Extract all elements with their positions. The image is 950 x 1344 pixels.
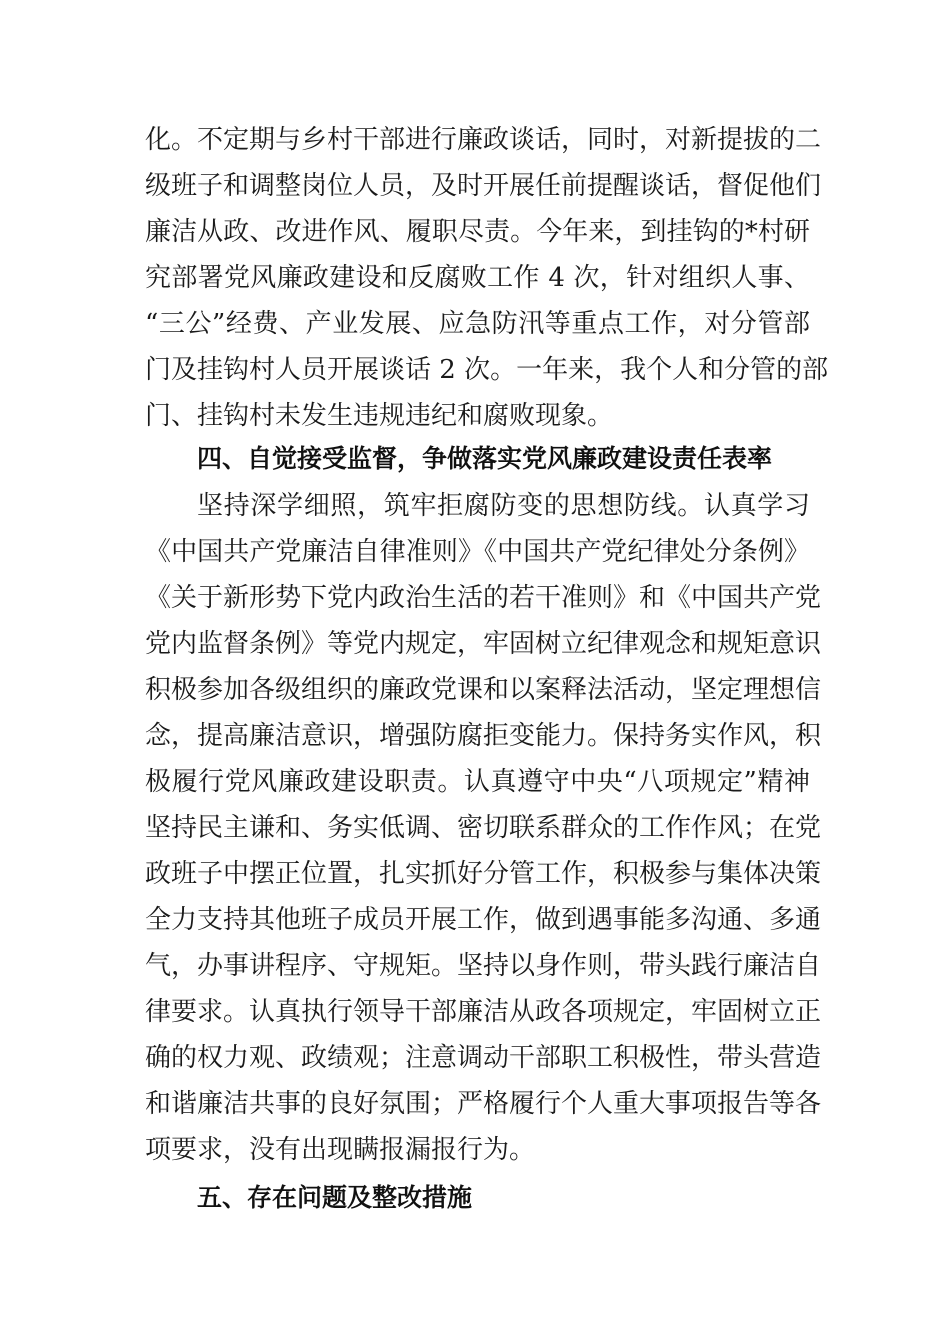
paragraph-line: 念，提高廉洁意识，增强防腐拒变能力。保持务实作风，积: [145, 721, 822, 751]
section-heading-4: 四、自觉接受监督，争做落实党风廉政建设责任表率: [197, 444, 773, 473]
paragraph-line: 坚持民主谦和、务实低调、密切联系群众的工作作风；在党: [145, 813, 822, 843]
paragraph-line: 党内监督条例》等党内规定，牢固树立纪律观念和规矩意识: [145, 629, 822, 659]
paragraph-line: 廉洁从政、改进作风、履职尽责。今年来，到挂钩的*村研: [145, 217, 810, 247]
section-heading-5: 五、存在问题及整改措施: [197, 1183, 473, 1212]
paragraph-line: 《关于新形势下党内政治生活的若干准则》和《中国共产党: [145, 583, 822, 613]
paragraph-line: 积极参加各级组织的廉政党课和以案释法活动，坚定理想信: [145, 675, 822, 705]
paragraph-line: 化。不定期与乡村干部进行廉政谈话，同时，对新提拔的二: [145, 125, 822, 155]
paragraph-line: 级班子和调整岗位人员，及时开展任前提醒谈话，督促他们: [145, 171, 822, 201]
paragraph-line: 和谐廉洁共事的良好氛围；严格履行个人重大事项报告等各: [145, 1089, 822, 1119]
paragraph-line: 政班子中摆正位置，扎实抓好分管工作，积极参与集体决策: [145, 859, 822, 889]
paragraph-line: 项要求，没有出现瞒报漏报行为。: [145, 1135, 536, 1165]
paragraph-line: “三公”经费、产业发展、应急防汛等重点工作，对分管部: [145, 309, 810, 339]
paragraph-line: 确的权力观、政绩观；注意调动干部职工积极性，带头营造: [145, 1043, 822, 1073]
paragraph-line: 坚持深学细照，筑牢拒腐防变的思想防线。认真学习: [197, 491, 810, 521]
paragraph-line: 门、挂钩村未发生违规违纪和腐败现象。: [145, 401, 614, 431]
paragraph-line: 极履行党风廉政建设职责。认真遵守中央“八项规定”精神: [145, 767, 810, 797]
paragraph-line: 气，办事讲程序、守规矩。坚持以身作则，带头践行廉洁自: [145, 951, 822, 981]
paragraph-line: 全力支持其他班子成员开展工作，做到遇事能多沟通、多通: [145, 905, 822, 935]
paragraph-line: 律要求。认真执行领导干部廉洁从政各项规定，牢固树立正: [145, 997, 822, 1027]
paragraph-line: 《中国共产党廉洁自律准则》《中国共产党纪律处分条例》: [145, 537, 810, 567]
paragraph-line: 究部署党风廉政建设和反腐败工作 4 次，针对组织人事、: [145, 263, 810, 293]
paragraph-line: 门及挂钩村人员开展谈话 2 次。一年来，我个人和分管的部: [145, 355, 829, 385]
